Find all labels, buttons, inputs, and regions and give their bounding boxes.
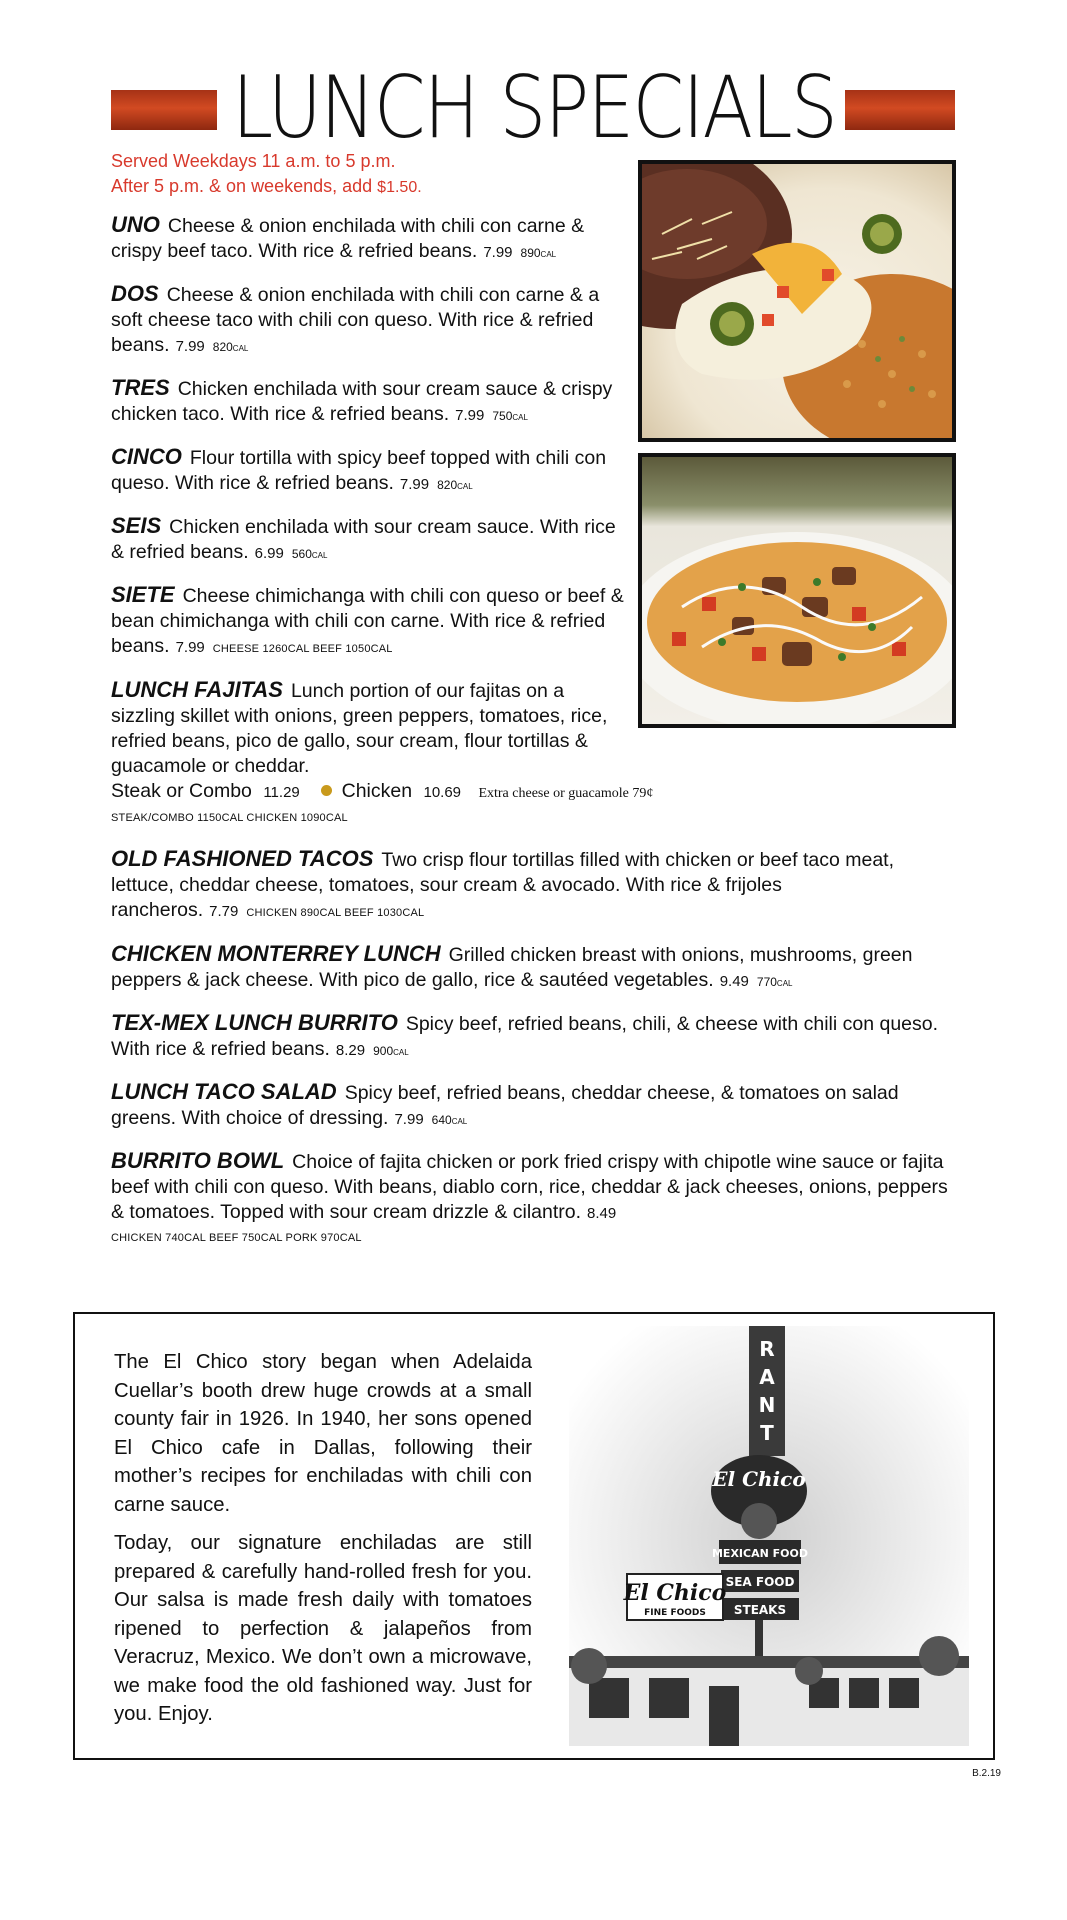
sign-fine-foods-text: FINE FOODS — [644, 1608, 706, 1618]
menu-item-desc: Lunch portion of our fajitas on a sizzling skillet with onions, green peppers, tomatoes, rice, refried beans, pico de gallo, sour cream, flour tortillas & guacamole or cheddar. — [111, 680, 608, 777]
menu-item-price: 7.99 — [455, 407, 485, 424]
menu-item-desc: Cheese & onion enchilada with chili con carne & crispy beef taco. With rice & refried beans. — [111, 215, 585, 262]
weekend-surcharge-text: After 5 p.m. & on weekends, add — [111, 176, 373, 196]
menu-item-desc: Cheese & onion enchilada with chili con carne & a soft cheese taco with chili con queso. With rice & refried beans. — [111, 284, 600, 356]
fajitas-option-steak-label: Steak or Combo — [111, 780, 252, 802]
menu-item-price: 7.99 — [483, 244, 513, 261]
sign-el-chico-lower-text: El Chico — [623, 1580, 727, 1606]
menu-item-name: CINCO — [111, 444, 182, 469]
menu-item-name: TEX-MEX LUNCH BURRITO — [111, 1010, 398, 1035]
footer-code: B.2.19 — [972, 1768, 1001, 1779]
served-hours-line: Served Weekdays 11 a.m. to 5 p.m. — [111, 151, 396, 171]
sign-sea-food-text: SEA FOOD — [725, 1575, 795, 1589]
menu-item-calories: 750cal — [492, 409, 528, 423]
title-accent-bar-left — [111, 90, 217, 130]
menu-item-chicken-monterrey-lunch — [111, 941, 956, 995]
story-text — [114, 1348, 532, 1739]
menu-item-dos — [111, 281, 631, 360]
menu-item-name: LUNCH TACO SALAD — [111, 1079, 337, 1104]
menu-item-burrito-bowl — [111, 1148, 956, 1251]
menu-item-calories: CHICKEN 890CAL BEEF 1030CAL — [246, 907, 425, 919]
fajitas-price-options — [111, 779, 956, 806]
burrito-bowl-illustration — [642, 457, 952, 724]
menu-item-name: UNO — [111, 212, 160, 237]
menu-item-price: 7.99 — [394, 1111, 424, 1128]
menu-item-name: TRES — [111, 375, 170, 400]
menu-item-name: CHICKEN MONTERREY LUNCH — [111, 941, 441, 966]
sign-el-chico-text: El Chico — [712, 1467, 806, 1491]
fajitas-option-steak-price: 11.29 — [263, 784, 300, 801]
menu-item-uno — [111, 212, 631, 266]
menu-item-calories: 890cal — [520, 246, 557, 260]
sign-rant-letter: T — [760, 1421, 774, 1445]
menu-item-desc: Flour tortilla with spicy beef topped with chili con queso. With rice & refried beans. — [111, 447, 607, 494]
menu-item-desc: Cheese chimichanga with chili con queso or beef & bean chimichanga with chili con carne. With rice & refried beans. — [111, 585, 624, 657]
menu-item-old-fashioned-tacos — [111, 846, 956, 926]
menu-item-desc: Spicy beef, refried beans, cheddar cheese, & tomatoes on salad greens. With choice of dressing. — [111, 1082, 899, 1129]
menu-item-desc: Grilled chicken breast with onions, mushrooms, green peppers & jack cheese. With pico de gallo, rice & sautéed vegetables. — [111, 944, 913, 991]
menu-item-calories: CHEESE 1260CAL BEEF 1050CAL — [212, 643, 393, 655]
menu-item-calories: CHICKEN 740CAL BEEF 750CAL PORK 970CAL — [111, 1232, 362, 1244]
sign-steaks-text: STEAKS — [733, 1603, 787, 1617]
enchilada-plate-illustration — [642, 164, 952, 438]
sign-rant-letter: N — [758, 1393, 776, 1417]
fajitas-extra-note: Extra cheese or guacamole 79¢ — [478, 786, 654, 801]
sign-rant-letter: A — [759, 1365, 775, 1389]
served-hours-note — [111, 149, 422, 200]
menu-item-name: SEIS — [111, 513, 162, 538]
menu-item-name: LUNCH FAJITAS — [111, 677, 283, 702]
history-story-box — [73, 1312, 995, 1760]
menu-item-calories: 770cal — [756, 975, 793, 989]
menu-item-name: SIETE — [111, 582, 175, 607]
fajitas-option-chicken-label: Chicken — [341, 780, 413, 802]
menu-item-desc: Choice of fajita chicken or pork fried crispy with chipotle wine sauce or fajita beef with chili con queso. With beans, diablo corn, rice, cheddar & jack cheeses, onions, peppers & tomatoes. Topped with sour cream drizzle & cilantro. — [111, 1151, 948, 1223]
menu-item-name: DOS — [111, 281, 159, 306]
menu-item-desc: Spicy beef, refried beans, chili, & cheese with chili con queso. With rice & refried beans. — [111, 1013, 939, 1060]
menu-item-lunch-taco-salad — [111, 1079, 956, 1133]
menu-item-calories: 640cal — [431, 1113, 468, 1127]
menu-item-price: 7.79 — [209, 903, 239, 920]
fajitas-option-chicken-price: 10.69 — [423, 784, 462, 801]
story-paragraph-1: The El Chico story began when Adelaida Cuellar’s booth drew huge crowds at a small county fair in 1926. In 1940, her sons opened El Chico cafe in Dallas, following their mother’s recipes for enchiladas with chili con carne sauce. — [114, 1351, 532, 1516]
menu-item-siete — [111, 582, 631, 662]
menu-item-price: 8.49 — [587, 1205, 617, 1222]
weekend-surcharge-line — [111, 174, 422, 200]
menu-item-name: OLD FASHIONED TACOS — [111, 846, 374, 871]
menu-item-tex-mex-lunch-burrito — [111, 1010, 956, 1064]
menu-item-name: BURRITO BOWL — [111, 1148, 285, 1173]
enchilada-plate-photo — [638, 160, 956, 442]
fajitas-calories: STEAK/COMBO 1150CAL CHICKEN 1090CAL — [111, 812, 348, 824]
fajitas-description — [111, 677, 611, 779]
menu-item-price: 6.99 — [254, 545, 284, 562]
sign-rant-letter: R — [759, 1337, 775, 1361]
title-row — [111, 58, 955, 158]
menu-item-desc: Two crisp flour tortillas filled with chicken or beef taco meat, lettuce, cheddar cheese, tomatoes, sour cream & avocado. With rice & frijoles rancheros. — [111, 849, 895, 921]
menu-item-calories: 900cal — [373, 1044, 409, 1058]
weekend-surcharge-amount: $1.50. — [377, 179, 422, 196]
menu-item-calories: 560cal — [291, 547, 328, 561]
menu-item-desc: Chicken enchilada with sour cream sauce. With rice & refried beans. — [111, 516, 616, 563]
menu-item-price: 7.99 — [175, 338, 205, 355]
menu-item-calories: 820cal — [437, 478, 473, 492]
page-title: LUNCH SPECIALS — [232, 58, 837, 158]
menu-item-price: 8.29 — [335, 1042, 366, 1059]
burrito-bowl-photo — [638, 453, 956, 728]
menu-item-calories: 820cal — [212, 340, 249, 354]
menu-item-desc: Chicken enchilada with sour cream sauce & crispy chicken taco. With rice & refried beans. — [111, 378, 613, 425]
bullet-dot-icon — [321, 785, 332, 796]
menu-item-price: 9.49 — [719, 973, 749, 990]
menu-item-seis — [111, 513, 631, 567]
title-accent-bar-right — [845, 90, 955, 130]
story-paragraph-2: Today, our signature enchiladas are still prepared & carefully hand-rolled fresh for you. Our salsa is made fresh daily with tomatoes ripened to perfection & jalapeños from Veracruz, Mexico. We don’t own a microwave, we make food the old fashioned way. Just for you. Enjoy. — [114, 1532, 532, 1725]
menu-item-price: 7.99 — [399, 476, 430, 493]
sign-mexican-food-text: MEXICAN FOOD — [711, 1547, 809, 1560]
vintage-el-chico-sign-photo — [569, 1326, 969, 1746]
menu-item-tres — [111, 375, 631, 429]
menu-item-price: 7.99 — [175, 639, 205, 656]
menu-item-cinco — [111, 444, 631, 498]
